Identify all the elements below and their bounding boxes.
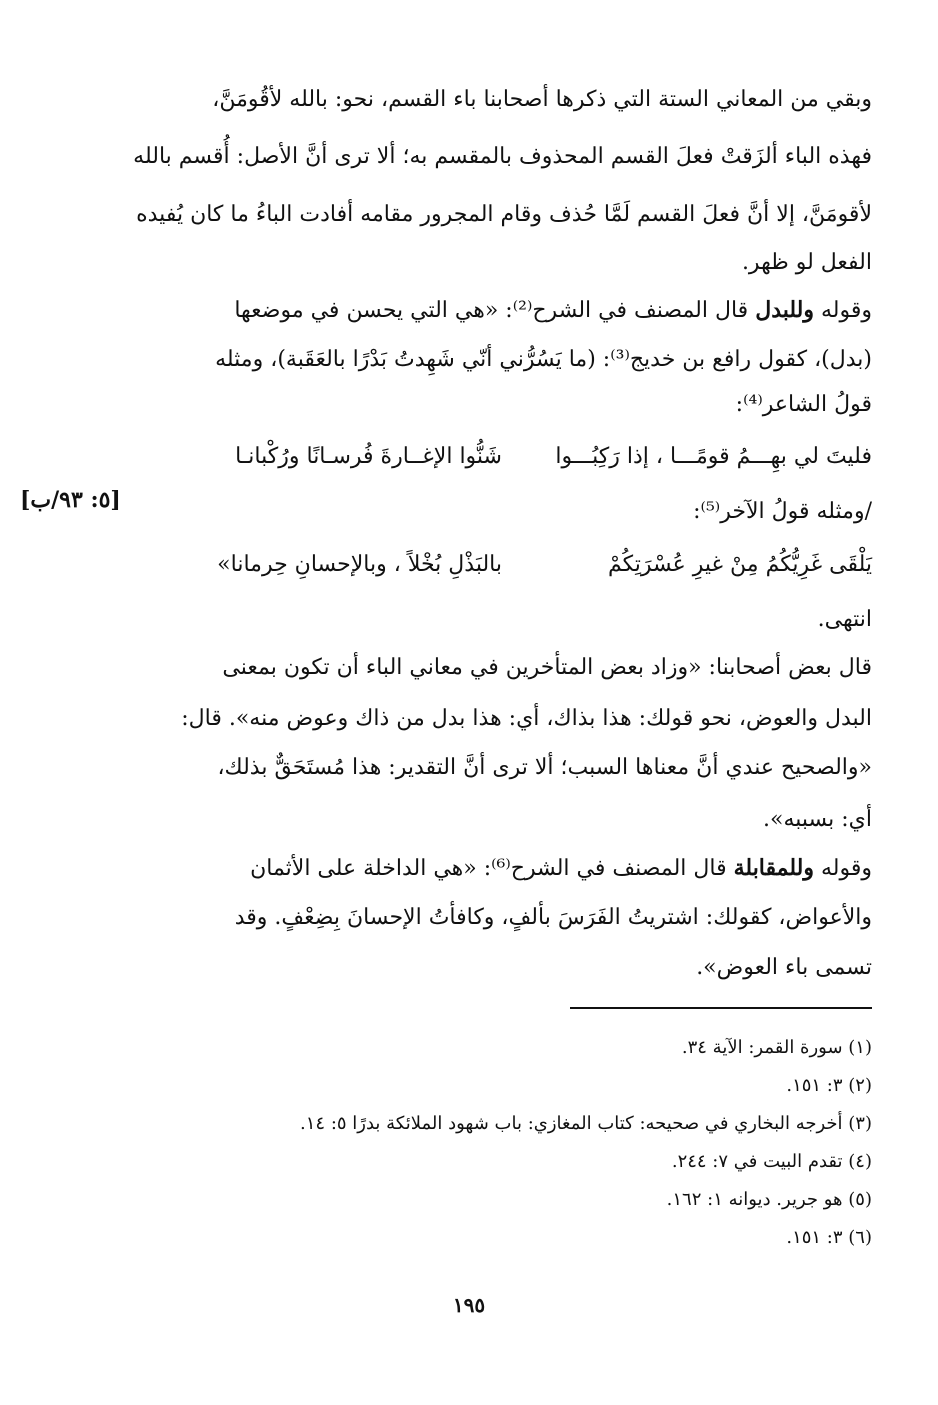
- footnote: (٥) هو جرير. ديوانه ١: ١٦٢.: [666, 1189, 872, 1210]
- text-line: البدل والعوض، نحو قولك: هذا بذاك، أي: هذا بدل من ذاك وعوض منه». قال:: [181, 706, 872, 731]
- verse-2-second-hemistich: بالبَذْلِ بُخْلاً ، وبالإحسانِ حِرمانا»: [217, 552, 502, 577]
- text-line: والأعواض، كقولك: اشتريتُ الفَرَسَ بألفٍ، وكافأتُ الإحسانَ بِضِعْفٍ. وقد: [234, 905, 872, 930]
- text-line: انتهى.: [817, 607, 872, 632]
- verse-1-second-hemistich: شَنُّوا الإغــارةَ فُرسـانًا ورُكْبانـا: [235, 444, 502, 469]
- badal-rest: قال المصنف في الشرح⁽²⁾: «هي التي يحسن في موضعها: [234, 298, 756, 323]
- page-number: ١٩٥: [452, 1293, 486, 1317]
- text-line: أي: بسببه».: [762, 807, 872, 832]
- term-badal: وللبدل: [755, 297, 814, 323]
- verse-2-first-hemistich: يَلْقَى غَرِيُّكُمُ مِنْ غيرِ عُسْرَتِكُمْ: [607, 552, 872, 577]
- text-line: /ومثله قولُ الآخر⁽⁵⁾:: [693, 499, 872, 524]
- footnote: (١) سورة القمر: الآية ٣٤.: [681, 1037, 872, 1058]
- footnote: (٢) ٣: ١٥١.: [786, 1075, 872, 1096]
- text-line: قولُ الشاعر⁽⁴⁾:: [735, 392, 872, 417]
- verse-1-first-hemistich: فليتَ لي بهِـــمُ قومًـــا ، إذا رَكِبُـــوا: [555, 444, 872, 469]
- text-line-muqabala: [160, 853, 872, 884]
- footnote: (٦) ٣: ١٥١.: [786, 1227, 872, 1248]
- margin-manuscript-reference: [٥: ٩٣/ب]: [20, 487, 121, 513]
- muqabala-rest: قال المصنف في الشرح⁽⁶⁾: «هي الداخلة على الأثمان: [250, 856, 734, 881]
- text-line: «والصحيح عندي أنَّ معناها السبب؛ ألا ترى أنَّ التقدير: هذا مُستَحَقٌّ بذلك،: [217, 755, 872, 780]
- footnote: (٤) تقدم البيت في ٧: ٢٤٤.: [671, 1151, 872, 1172]
- badal-intro: وقوله: [820, 298, 872, 323]
- footnote-separator: [570, 1007, 872, 1009]
- text-line: (بدل)، كقول رافع بن خديج⁽³⁾: (ما يَسُرُّني أنّي شَهِدتُ بَدْرًا بالعَقَبة)، ومثله: [215, 347, 872, 372]
- term-muqabala: وللمقابلة: [733, 855, 814, 881]
- text-line: تسمى باء العوض».: [696, 955, 872, 980]
- text-line: لأقومَنَّ، إلا أنَّ فعلَ القسم لَمَّا حُذف وقام المجرور مقامه أفادت الباءُ ما كان يُفيده: [136, 202, 872, 227]
- text-line: الفعل لو ظهر.: [741, 250, 872, 275]
- text-line: فهذه الباء ألزَقتْ فعلَ القسم المحذوف بالمقسم به؛ ألا ترى أنَّ الأصل: أُقسم بالله: [133, 144, 872, 169]
- text-line: قال بعض أصحابنا: «وزاد بعض المتأخرين في معاني الباء أن تكون بمعنى: [222, 655, 872, 680]
- muqabala-intro: وقوله: [820, 856, 872, 881]
- text-line: وبقي من المعاني الستة التي ذكرها أصحابنا باء القسم، نحو: بالله لأقُومَنَّ،: [212, 87, 872, 112]
- text-line-badal: [160, 295, 872, 326]
- footnote: (٣) أخرجه البخاري في صحيحه: كتاب المغازي: باب شهود الملائكة بدرًا ٥: ١٤.: [300, 1113, 872, 1134]
